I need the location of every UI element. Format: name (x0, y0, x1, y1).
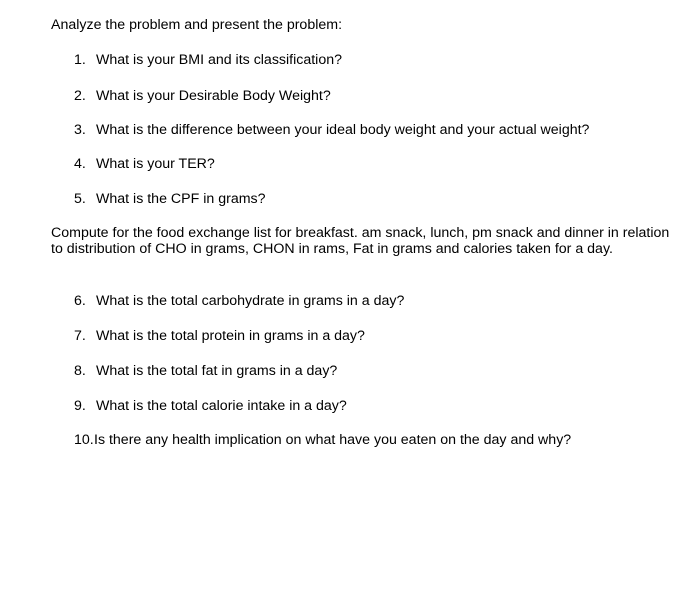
question-item-9 (74, 397, 347, 415)
question-number: 4. (74, 156, 86, 172)
question-item-3 (74, 121, 589, 139)
question-number: 7. (74, 328, 86, 344)
question-number: 2. (74, 88, 86, 104)
question-number: 1. (74, 52, 86, 68)
question-item-5 (74, 190, 266, 208)
question-text: What is the total fat in grams in a day? (96, 363, 338, 379)
compute-paragraph: Compute for the food exchange list for breakfast. am snack, lunch, pm snack and dinner in relation to distribution of CHO in grams, CHON in rams, Fat in grams and calories taken for a day. (51, 225, 670, 257)
question-number: 3. (74, 122, 86, 138)
question-text: What is your TER? (96, 156, 215, 172)
question-number: 9. (74, 398, 86, 414)
question-number: 8. (74, 363, 86, 379)
question-number: 10. (74, 432, 94, 448)
intro-text: Analyze the problem and present the problem: (51, 17, 343, 33)
question-text: What is the total protein in grams in a day? (96, 328, 365, 344)
question-text: What is your BMI and its classification? (96, 52, 343, 68)
question-text: What is your Desirable Body Weight? (96, 88, 331, 104)
question-item-2 (74, 87, 331, 105)
question-item-7 (74, 327, 365, 345)
question-item-4 (74, 155, 215, 173)
question-text: Is there any health implication on what have you eaten on the day and why? (94, 432, 572, 448)
question-text: What is the total carbohydrate in grams in a day? (96, 293, 405, 309)
question-text: What is the CPF in grams? (96, 191, 266, 207)
question-number: 6. (74, 293, 86, 309)
question-item-8 (74, 362, 337, 380)
question-item-1 (74, 51, 342, 69)
question-item-10 (74, 431, 571, 449)
question-item-6 (74, 292, 404, 310)
question-number: 5. (74, 191, 86, 207)
question-text: What is the total calorie intake in a day? (96, 398, 347, 414)
question-text: What is the difference between your ideal body weight and your actual weight? (96, 122, 590, 138)
